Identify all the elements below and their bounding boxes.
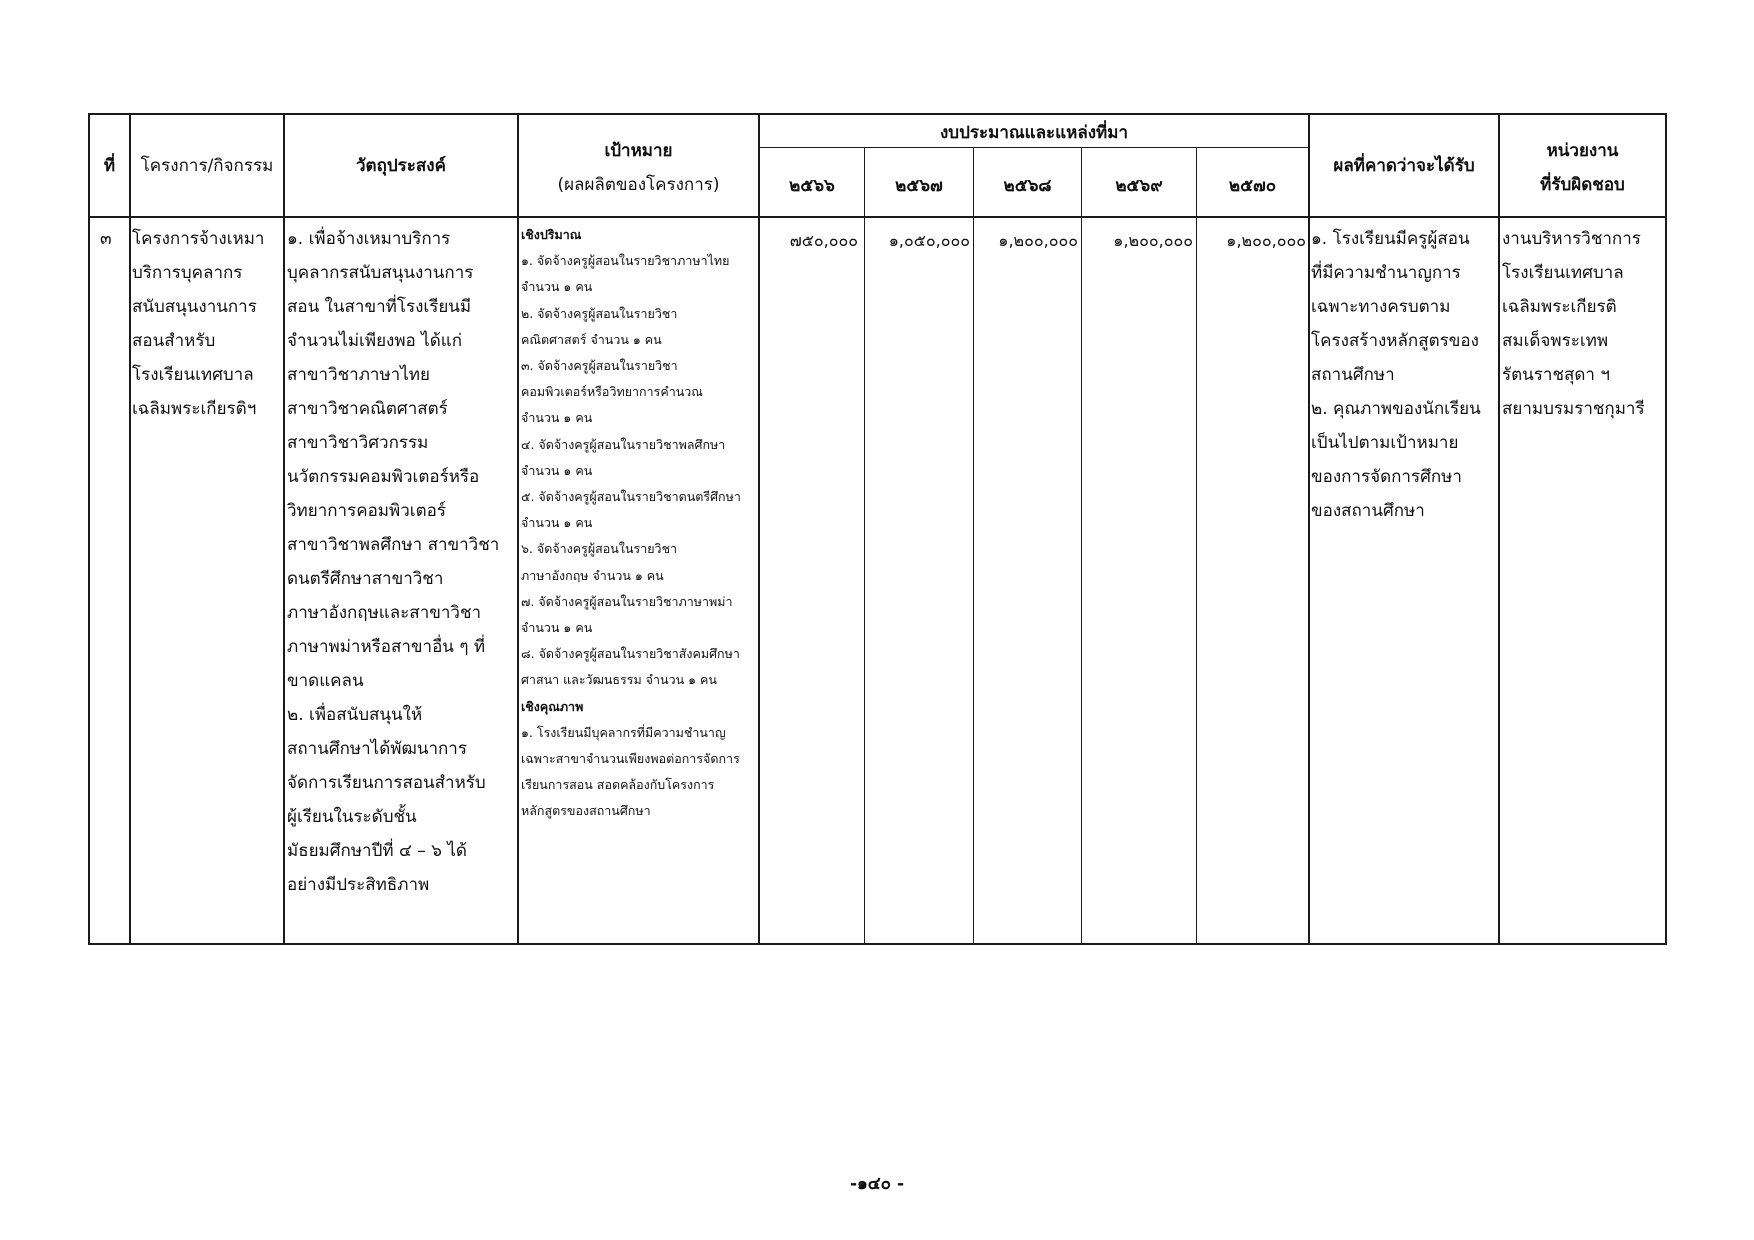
target-quality-line: ๑. โรงเรียนมีบุคลากรที่มีความชำนาญ (521, 724, 726, 740)
budget-2569: ๑,๒๐๐,๐๐๐ (1113, 231, 1193, 250)
header-year-3: ๒๕๖๘ (1003, 176, 1052, 196)
target-quantity-line: จำนวน ๑ คน (521, 515, 593, 531)
header-agency-line1: หน่วยงาน (1546, 141, 1619, 161)
target-quantity-line: ๕. จัดจ้างครูผู้สอนในรายวิชาดนตรีศึกษา (521, 489, 741, 505)
target-quality-line: เรียนการสอน สอดคล้องกับโครงการ (521, 777, 715, 793)
col-rule-9 (1308, 113, 1310, 945)
target-quantity-line: คอมพิวเตอร์หรือวิทยาการคำนวณ (521, 384, 703, 400)
header-expected-result: ผลที่คาดว่าจะได้รับ (1333, 156, 1475, 176)
header-no: ที่ (103, 156, 116, 176)
col-rule-5 (864, 147, 865, 945)
expected-result-line: ที่มีความชำนาญการ (1311, 263, 1461, 283)
objective-line: ดนตรีศึกษาสาขาวิชา (287, 569, 444, 589)
budget-2566: ๗๕๐,๐๐๐ (789, 231, 858, 250)
objective-line: วิทยาการคอมพิวเตอร์ (287, 501, 446, 521)
target-quantity-line: จำนวน ๑ คน (521, 410, 593, 426)
objective-line: ภาษาอังกฤษและสาขาวิชา (287, 603, 482, 623)
target-quantity-line: ๔. จัดจ้างครูผู้สอนในรายวิชาพลศึกษา (521, 436, 726, 452)
col-rule-3 (517, 113, 519, 945)
header-budget-group: งบประมาณและแหล่งที่มา (939, 123, 1128, 143)
target-quality-line: หลักสูตรของสถานศึกษา (521, 803, 651, 819)
target-quantity-heading: เชิงปริมาณ (521, 227, 582, 242)
col-rule-10 (1498, 113, 1500, 945)
objective-line: บุคลากรสนับสนุนงานการ (287, 263, 474, 283)
objective-line: สอน ในสาขาที่โรงเรียนมี (287, 297, 472, 317)
target-quantity-line: ภาษาอังกฤษ จำนวน ๑ คน (521, 567, 664, 583)
objective-line: นวัตกรรมคอมพิวเตอร์หรือ (287, 467, 480, 487)
header-year-5: ๒๕๗๐ (1228, 176, 1277, 196)
objective-line: ๒. เพื่อสนับสนุนให้ (287, 705, 423, 725)
table-top-border (88, 113, 1667, 115)
header-objective: วัตถุประสงค์ (356, 156, 446, 176)
row-no: ๓ (100, 229, 112, 249)
objective-line: อย่างมีประสิทธิภาพ (287, 875, 430, 895)
project-line: บริการบุคลากร (132, 263, 243, 283)
budget-subheader-rule (758, 147, 1309, 148)
header-bottom-rule (88, 216, 1667, 218)
target-quantity-line: จำนวน ๑ คน (521, 620, 593, 636)
project-line: เฉลิมพระเกียรติฯ (132, 399, 257, 419)
objective-line: สาขาวิชาพลศึกษา สาขาวิชา (287, 535, 500, 555)
header-year-1: ๒๕๖๖ (789, 176, 835, 196)
objective-line: จัดการเรียนการสอนสำหรับ (287, 773, 486, 793)
objective-line: สาขาวิชาคณิตศาสตร์ (287, 399, 448, 419)
objective-line: มัธยมศึกษาปีที่ ๔ – ๖ ได้ (287, 841, 467, 861)
objective-line: สาขาวิชาวิศวกรรม (287, 433, 429, 453)
expected-result-line: สถานศึกษา (1311, 365, 1395, 385)
row-project (132, 222, 264, 426)
col-rule-8 (1196, 147, 1197, 945)
col-rule-7 (1081, 147, 1082, 945)
agency-line: งานบริหารวิชาการ (1502, 229, 1641, 249)
header-year-4: ๒๕๖๙ (1115, 176, 1163, 196)
agency-line: สมเด็จพระเทพ (1502, 331, 1609, 351)
objective-line: จำนวนไม่เพียงพอ ได้แก่ (287, 331, 462, 351)
header-year-2: ๒๕๖๗ (895, 176, 943, 196)
target-quality-heading: เชิงคุณภาพ (521, 698, 584, 714)
agency-line: สยามบรมราชกุมารี (1502, 399, 1645, 419)
header-agency-line2: ที่รับผิดชอบ (1540, 175, 1625, 195)
budget-2568: ๑,๒๐๐,๐๐๐ (998, 231, 1078, 250)
target-quantity-line: จำนวน ๑ คน (521, 462, 593, 478)
table-bottom-border (88, 943, 1667, 945)
project-line: โครงการจ้างเหมา (132, 229, 265, 249)
expected-result-line: เฉพาะทางครบตาม (1311, 297, 1451, 317)
expected-result-line: โครงสร้างหลักสูตรของ (1311, 331, 1479, 351)
expected-result-line: ๒. คุณภาพของนักเรียน (1311, 399, 1481, 419)
target-quantity-line: ๖. จัดจ้างครูผู้สอนในรายวิชา (521, 541, 678, 557)
col-rule-6 (973, 147, 974, 945)
agency-line: รัตนราชสุดา ฯ (1502, 365, 1610, 385)
expected-result-line: ๑. โรงเรียนมีครูผู้สอน (1311, 229, 1470, 249)
project-line: โรงเรียนเทศบาล (132, 365, 254, 385)
project-line: สนับสนุนงานการ (132, 297, 257, 317)
header-target-line2: (ผลผลิตของโครงการ) (557, 175, 720, 195)
target-quantity-line: ๓. จัดจ้างครูผู้สอนในรายวิชา (521, 358, 678, 374)
header-project: โครงการ/กิจกรรม (140, 156, 274, 176)
objective-line: สาขาวิชาภาษาไทย (287, 365, 430, 385)
project-line: สอนสำหรับ (132, 331, 216, 351)
target-quantity-line: ๗. จัดจ้างครูผู้สอนในรายวิชาภาษาพม่า (521, 593, 733, 609)
row-agency (1502, 222, 1645, 426)
row-expected-result (1311, 222, 1481, 528)
budget-2570: ๑,๒๐๐,๐๐๐ (1226, 231, 1306, 250)
expected-result-line: ของการจัดการศึกษา (1311, 467, 1462, 487)
page-number: -๑๔๐ - (849, 1174, 905, 1194)
col-rule-left (88, 113, 90, 945)
target-quantity-line: ๑. จัดจ้างครูผู้สอนในรายวิชาภาษาไทย (521, 253, 730, 269)
row-objective (287, 222, 499, 902)
expected-result-line: เป็นไปตามเป้าหมาย (1311, 433, 1459, 453)
objective-line: ภาษาพม่าหรือสาขาอื่น ๆ ที่ (287, 637, 486, 657)
expected-result-line: ของสถานศึกษา (1311, 501, 1425, 521)
agency-line: เฉลิมพระเกียรติ (1502, 297, 1617, 317)
agency-line: โรงเรียนเทศบาล (1502, 263, 1624, 283)
col-rule-2 (283, 113, 285, 945)
target-quantity-line: จำนวน ๑ คน (521, 279, 593, 295)
objective-line: ๑. เพื่อจ้างเหมาบริการ (287, 229, 451, 249)
row-target (521, 222, 741, 825)
target-quality-line: เฉพาะสาขาจำนวนเพียงพอต่อการจัดการ (521, 751, 740, 767)
target-quantity-line: ๘. จัดจ้างครูผู้สอนในรายวิชาสังคมศึกษา (521, 646, 740, 662)
target-quantity-line: คณิตศาสตร์ จำนวน ๑ คน (521, 331, 662, 347)
budget-2567: ๑,๐๕๐,๐๐๐ (888, 231, 970, 250)
target-quantity-line: ศาสนา และวัฒนธรรม จำนวน ๑ คน (521, 672, 717, 688)
objective-line: ผู้เรียนในระดับชั้น (287, 807, 417, 827)
objective-line: สถานศึกษาได้พัฒนาการ (287, 739, 467, 759)
header-target-line1: เป้าหมาย (604, 141, 673, 161)
col-rule-1 (129, 113, 131, 945)
col-rule-right (1665, 113, 1667, 945)
target-quantity-line: ๒. จัดจ้างครูผู้สอนในรายวิชา (521, 305, 678, 321)
objective-line: ขาดแคลน (287, 671, 364, 691)
